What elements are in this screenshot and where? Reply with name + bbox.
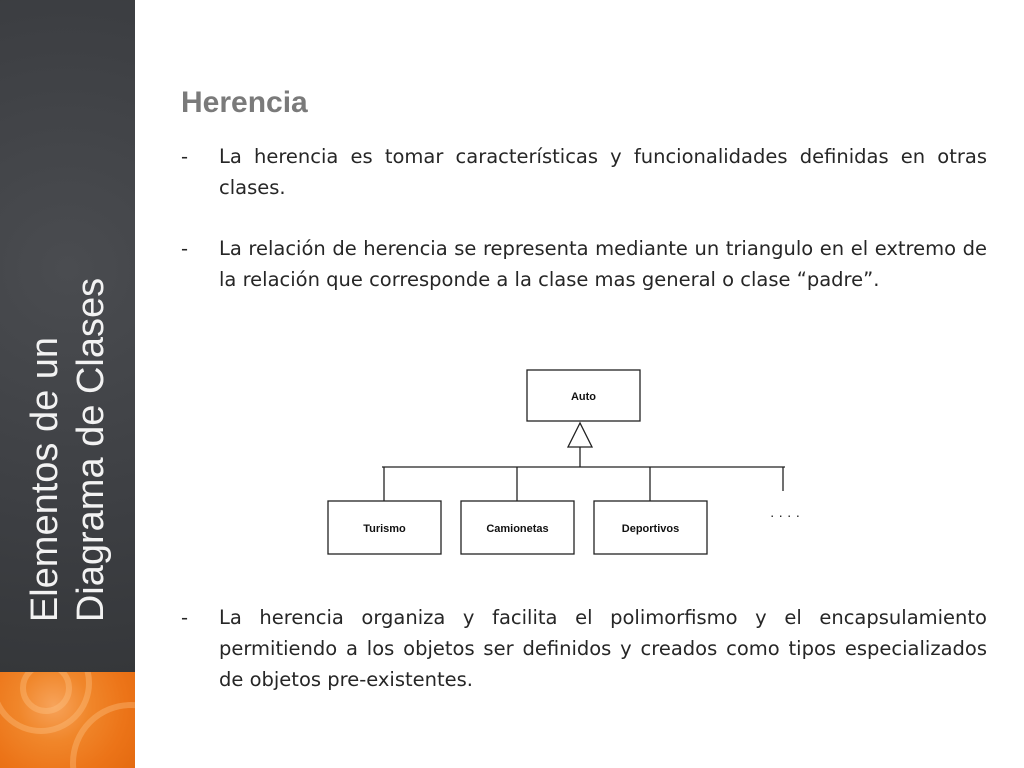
inheritance-triangle-icon: [568, 423, 592, 447]
child-class-label: Turismo: [363, 523, 406, 535]
inheritance-class-diagram: [325, 365, 825, 565]
bullet-text: La herencia es tomar características y funcionalidades definidas en otras clases.: [219, 145, 987, 199]
child-class-label: Camionetas: [486, 523, 549, 535]
bullet-dash: -: [181, 145, 189, 168]
section-title-line-1: Elementos de un: [24, 336, 66, 623]
sidebar-panel: [0, 0, 135, 672]
bullet-item-2: [181, 233, 987, 295]
parent-class-label: Auto: [570, 391, 597, 403]
bullet-text: La relación de herencia se representa mediante un triangulo en el extremo de la relación que corresponde a la clase mas general o clase “padre”.: [219, 237, 987, 291]
child-class-label: Deportivos: [621, 523, 680, 535]
section-title-line-2: Diagrama de Clases: [70, 277, 112, 623]
more-classes-ellipsis: · · · ·: [769, 507, 801, 523]
bullet-item-1: [181, 141, 987, 203]
bullet-text: La herencia organiza y facilita el polimorfismo y el encapsulamiento permitiendo a los objetos ser definidos y creados como tipos especializados de objetos pre-existentes.: [219, 606, 987, 691]
slide-heading: Herencia: [181, 86, 308, 119]
bullet-dash: -: [181, 606, 189, 629]
sidebar-orange-accent: [0, 672, 135, 768]
bullet-item-3: [181, 602, 987, 695]
slide-section-title: [22, 278, 114, 622]
bullet-dash: -: [181, 237, 189, 260]
